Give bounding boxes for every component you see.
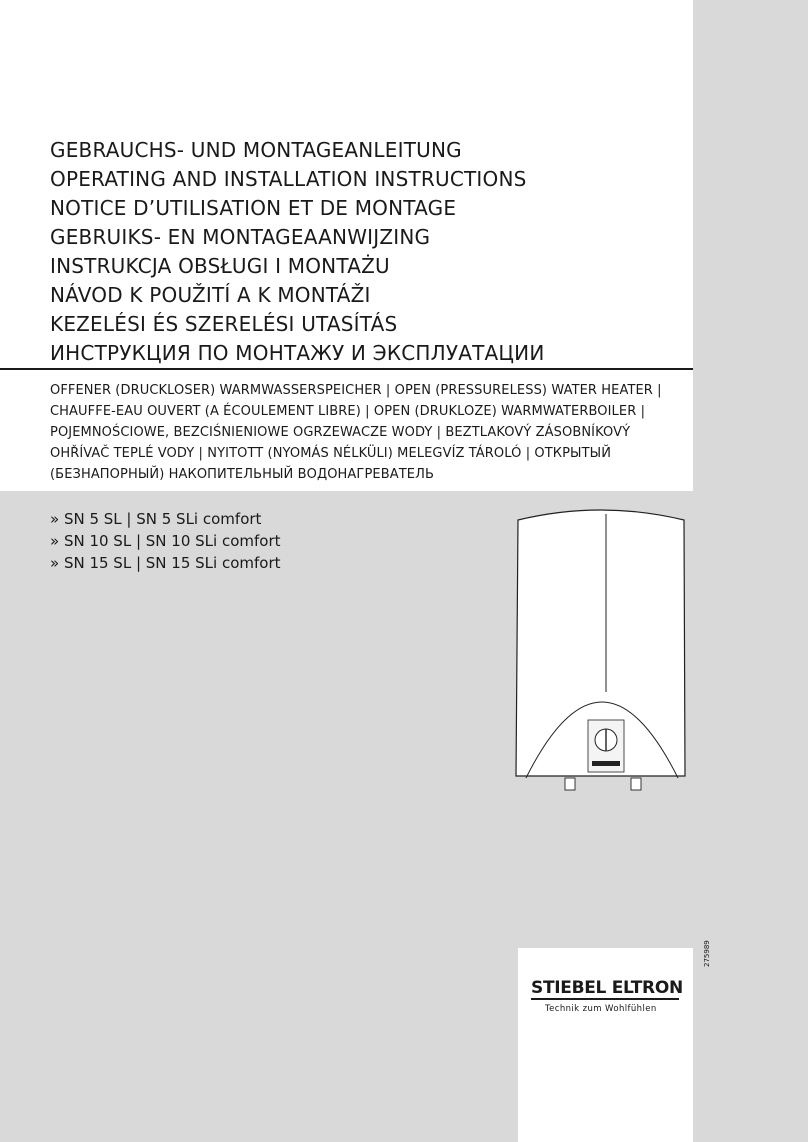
title-cs: NÁVOD K POUŽITÍ A K MONTÁŽI xyxy=(50,283,371,307)
model-item: » SN 10 SL | SN 10 SLi comfort xyxy=(50,532,281,550)
document-number: 275989 xyxy=(703,940,711,967)
title-en: OPERATING AND INSTALLATION INSTRUCTIONS xyxy=(50,167,527,191)
brand-slogan: Technik zum Wohlfühlen xyxy=(545,1004,657,1014)
title-ru: ИНСТРУКЦИЯ ПО МОНТАЖУ И ЭКСПЛУАТАЦИИ xyxy=(50,341,545,365)
logo-underline xyxy=(531,998,679,1000)
title-nl: GEBRUIKS- EN MONTAGEAANWIJZING xyxy=(50,225,431,249)
subtitle-line: OHŘÍVAČ TEPLÉ VODY | NYITOTT (NYOMÁS NÉLKÜLI) MELEGVÍZ TÁROLÓ | ОТКРЫТЫЙ xyxy=(50,446,612,461)
document-titles xyxy=(50,136,544,368)
title-divider xyxy=(0,368,693,370)
water-heater-illustration xyxy=(510,506,692,796)
product-description xyxy=(50,380,662,485)
subtitle-line: CHAUFFE-EAU OUVERT (A ÉCOULEMENT LIBRE) | OPEN (DRUKLOZE) WARMWATERBOILER | xyxy=(50,404,646,419)
brand-logo: STIEBEL ELTRON xyxy=(531,978,683,998)
title-hu: KEZELÉSI ÉS SZERELÉSI UTASÍTÁS xyxy=(50,312,398,336)
title-de: GEBRAUCHS- UND MONTAGEANLEITUNG xyxy=(50,138,462,162)
model-list xyxy=(50,508,281,574)
subtitle-line: (БЕЗНАПОРНЫЙ) НАКОПИТЕЛЬНЫЙ ВОДОНАГРЕВАТЕЛЬ xyxy=(50,467,434,482)
subtitle-line: POJEMNOŚCIOWE, BEZCIŚNIENIOWE OGRZEWACZE WODY | BEZTLAKOVÝ ZÁSOBNÍKOVÝ xyxy=(50,425,631,440)
subtitle-line: OFFENER (DRUCKLOSER) WARMWASSERSPEICHER | OPEN (PRESSURELESS) WATER HEATER | xyxy=(50,383,662,398)
title-fr: NOTICE D’UTILISATION ET DE MONTAGE xyxy=(50,196,457,220)
title-pl: INSTRUKCJA OBSŁUGI I MONTAŻU xyxy=(50,254,390,278)
model-item: » SN 5 SL | SN 5 SLi comfort xyxy=(50,510,262,528)
model-item: » SN 15 SL | SN 15 SLi comfort xyxy=(50,554,281,572)
